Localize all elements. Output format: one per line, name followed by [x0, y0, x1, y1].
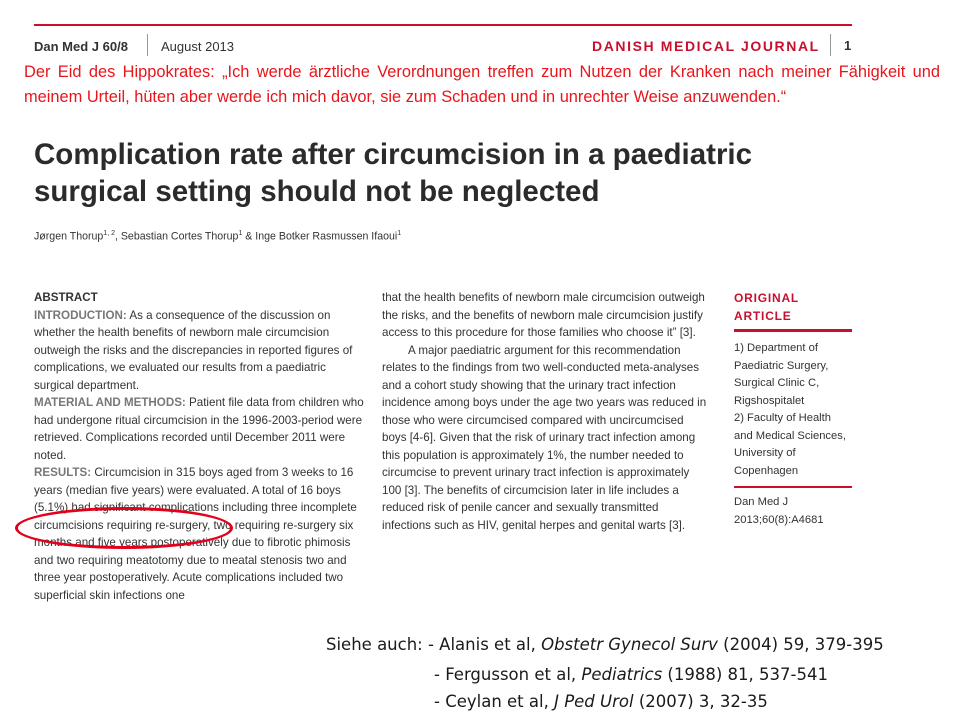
body-paragraph: A major paediatric argument for this recommendation relates to the findings from two well-conducted meta-analyses and a cohort study showing that the urinary tract infection incidence among boys under the age two years was reduced in those who were circumcised compared with uncircumcised boys [4-6]. Given that the risk of urinary tract infection among this population is approximately 1%, the number needed to circumcise to prevent urinary tract infection is approximately 100 [3]. The benefits of circumcision later in life includes a reduced risk of penile cancer and sexually transmitted infections such as HIV, genital herpes and genital warts [3]. [382, 343, 707, 532]
page-number: 1 [844, 38, 852, 53]
journal-header [34, 24, 852, 62]
reference-line [434, 665, 828, 684]
reference-details: (1988) 81, 537-541 [662, 665, 828, 684]
abstract-methods [34, 394, 366, 464]
reference-journal: Obstetr Gynecol Surv [541, 635, 718, 654]
section-text: Patient file data from children who had undergone ritual circumcision in the 1996-2003-period were retrieved. Complications recorded until December 2011 were noted. [34, 396, 364, 462]
reference-authors: - Fergusson et al, [434, 665, 582, 684]
journal-issue: Dan Med J 60/8 [34, 39, 128, 54]
affiliation: 1) Department of Paediatric Surgery, Surgical Clinic C, Rigshospitalet [734, 342, 829, 407]
section-text: Circumcision in 315 boys aged from 3 weeks to 16 years (median five years) were evaluated. A total of 16 boys (5.1%) had significant complications including three incomplete circumcisions requiring re-surgery, two requiring re-surgery six months and five years postoperatively due to fibrotic phimosis and two requiring meatotomy due to meatal stenosis two and three year postoperatively. Acute complications included two superficial skin infections one [34, 466, 357, 602]
body-paragraph: that the health benefits of newborn male circumcision outweigh the risks, and the benefits of newborn male circumcision justify access to this procedure for those families who choose it” [3]. [382, 291, 705, 339]
article-type-label [734, 289, 852, 325]
author-affiliation-mark: 1, 2 [103, 230, 115, 237]
reference-details: (2004) 59, 379-395 [717, 635, 884, 654]
section-label: RESULTS: [34, 466, 92, 479]
header-divider [830, 34, 831, 56]
body-column [382, 289, 710, 534]
reference-line [434, 692, 768, 711]
reference-journal: J Ped Urol [554, 692, 634, 711]
author-affiliation-mark: 1 [238, 230, 243, 237]
reference-line [326, 631, 884, 659]
author-affiliation-mark: 1 [397, 230, 402, 237]
section-text: As a consequence of the discussion on whether the health benefits of newborn male circumcision outweigh the risks and the discrepancies in reported figures of complications, we evaluated our results from a paediatric surgical department. [34, 308, 353, 392]
author-name: , Sebastian Cortes Thorup [114, 230, 239, 243]
abstract-column [34, 289, 366, 604]
section-label: INTRODUCTION: [34, 308, 127, 322]
header-divider [147, 34, 148, 56]
sidebar-divider [734, 329, 852, 332]
article-type-line: ORIGINAL [734, 291, 800, 305]
author-name: Jørgen Thorup [34, 230, 104, 243]
reference-journal: Pediatrics [581, 665, 663, 684]
hippocratic-oath-quote: Der Eid des Hippokrates: „Ich werde ärztliche Verordnungen treffen zum Nutzen der Kranken nach meiner Fähigkeit und meinem Urteil, hüten aber werde ich mich davor, sie zum Schaden und in unrechter Weise anzuwenden.“ [24, 63, 940, 106]
article-title: Complication rate after circumcision in a paediatric surgical setting should not be neglected [34, 138, 753, 208]
sidebar-divider [734, 486, 852, 488]
article-sidebar [734, 289, 852, 529]
author-name: & Inge Botker Rasmussen Ifaoui [242, 230, 398, 243]
article-citation: Dan Med J 2013;60(8):A4681 [734, 496, 824, 526]
reference-authors: Alanis et al, [439, 635, 542, 654]
abstract-heading: ABSTRACT [34, 291, 98, 304]
issue-date: August 2013 [161, 39, 235, 54]
reference-intro: Siehe auch: - [326, 635, 440, 654]
reference-authors: - Ceylan et al, [434, 692, 555, 711]
reference-details: (2007) 3, 32-35 [633, 692, 768, 711]
affiliation: 2) Faculty of Health and Medical Sciences, University of Copenhagen [734, 412, 846, 477]
author-list [34, 230, 401, 243]
highlight-ellipse [15, 507, 233, 549]
section-label: MATERIAL AND METHODS: [34, 396, 186, 409]
abstract-introduction [34, 307, 366, 395]
article-type-line: ARTICLE [734, 309, 792, 323]
journal-brand: DANISH MEDICAL JOURNAL [592, 38, 820, 54]
